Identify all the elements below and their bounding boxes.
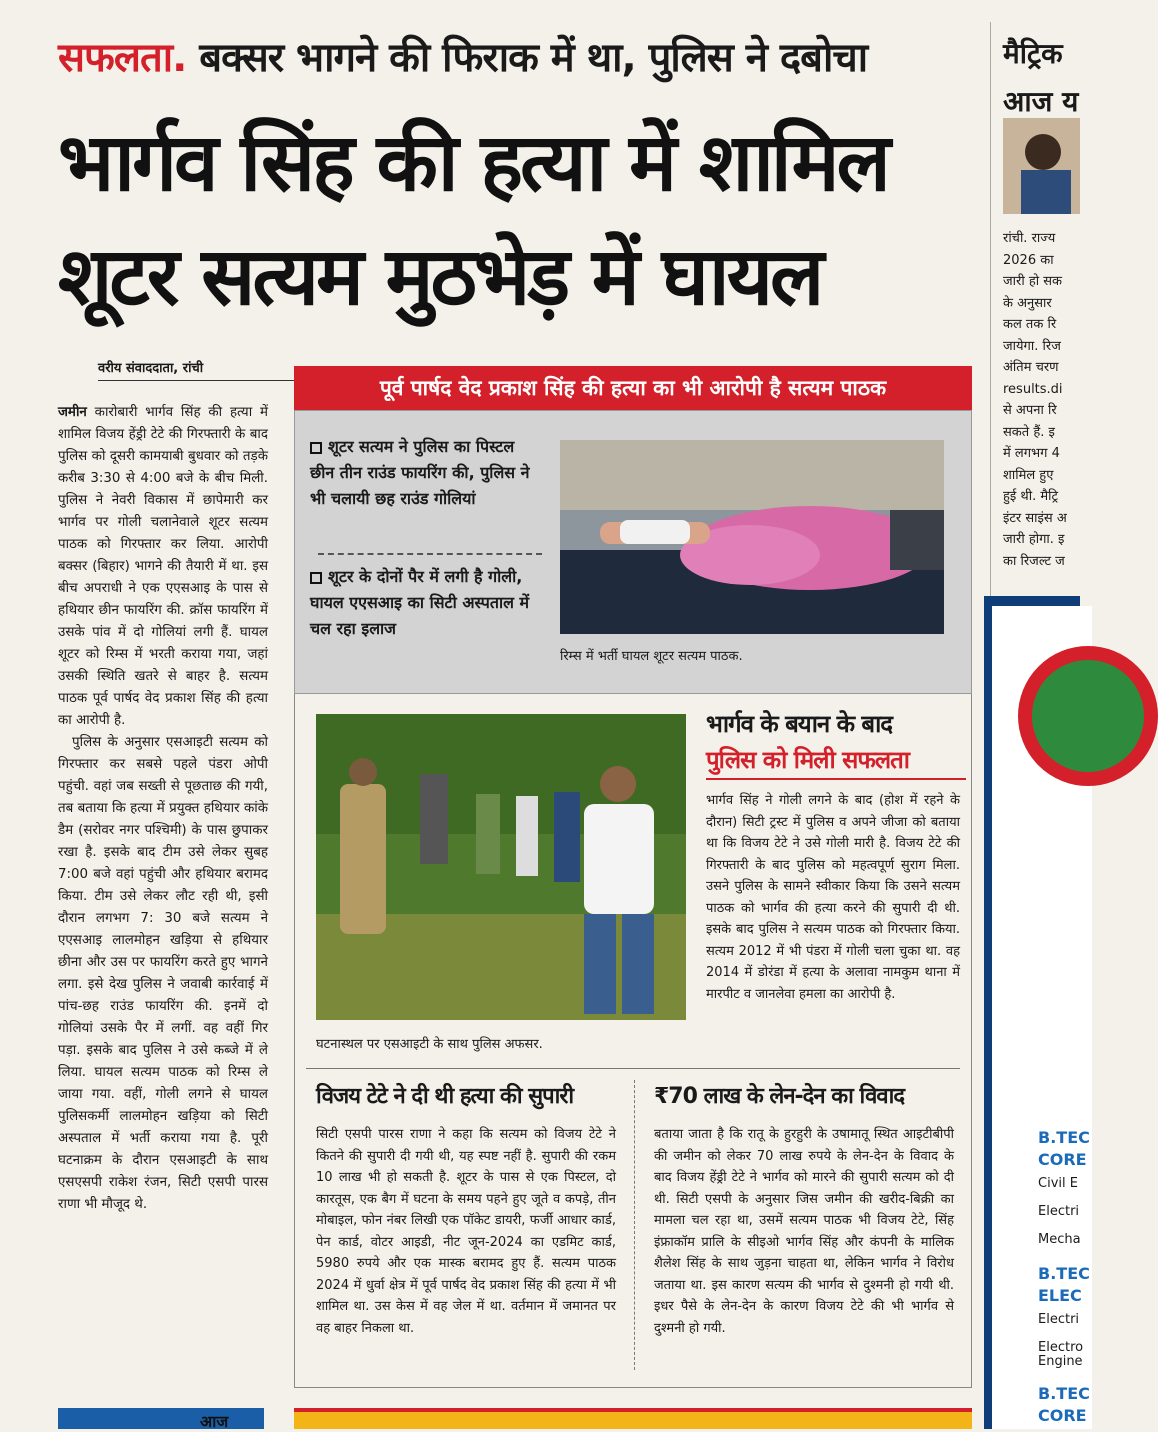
right-column-line: अंतिम चरण (1003, 360, 1059, 375)
right-headline-line1: मैट्रिक (1003, 37, 1063, 70)
left-column-story (58, 402, 268, 1392)
left-ad-text: आज (200, 1412, 229, 1431)
headline-line1: भार्गव सिंह की हत्या में शामिल (58, 116, 888, 209)
ad-course-item: Engine (1038, 1354, 1083, 1369)
university-logo-icon (1018, 646, 1158, 786)
right-column-line: सकते हैं. इ (1003, 424, 1055, 440)
ad-course-heading: B.TEC (1038, 1128, 1090, 1147)
section-divider (306, 1068, 960, 1069)
right-column-line: जायेगा. रिज (1003, 338, 1061, 354)
right-column-line: जारी हो सक (1003, 274, 1063, 289)
side-story-body: भार्गव सिंह ने गोली लगने के बाद (होश में रहने के दौरान) सिटी ट्रस्ट में पुलिस व अपने जीजा को बताया था कि विजय टेटे ने उसे गोली मारी है. विजय टेटे की गिरफ्तारी के बाद पुलिस को महत्वपूर्ण सुराग मिला. उसने पुलिस के सामने स्वीकार किया कि उसने सत्यम पाठक को भार्गव की हत्या करने की सुपारी दी थी. इसके बाद पुलिस ने सत्यम पाठक को गिरफ्तार किया. सत्यम 2012 में भी पंडरा में गोली चला चुका था. वह 2014 में डोरंडा में हत्या के अलावा नामकुम थाना में मारपीट व जानलेवा हमला का आरोपी है. (706, 793, 960, 1002)
right-column-line: जारी होगा. इ (1003, 532, 1065, 547)
left-ad-strip (58, 1408, 264, 1429)
kicker (58, 28, 978, 88)
right-column-line: से अपना रि (1003, 403, 1057, 418)
story-left-title: विजय टेटे ने दी थी हत्या की सुपारी (316, 1084, 574, 1109)
kicker-label: सफलता. (58, 35, 187, 81)
ad-course-item: Civil E (1038, 1176, 1078, 1191)
highlight-divider (318, 553, 542, 555)
red-banner: पूर्व पार्षद वेद प्रकाश सिंह की हत्या का भी आरोपी है सत्यम पाठक (294, 366, 972, 410)
right-column-line: 2026 का (1003, 252, 1054, 268)
kicker-text: बक्सर भागने की फिराक में था, पुलिस ने दबोचा (199, 35, 868, 81)
right-column-line: के अनुसार (1003, 295, 1052, 311)
highlight-item (310, 434, 540, 512)
right-photo (1003, 118, 1080, 214)
right-column-line: कल तक रि (1003, 317, 1057, 332)
ad-course-item: Electri (1038, 1312, 1080, 1327)
dateline: जमीन (58, 405, 87, 420)
left-para-1-text: कारोबारी भार्गव सिंह की हत्या में शामिल विजय हेंड्री टेटे की गिरफ्तारी के बाद पुलिस को दूसरी कामयाबी बुधवार को तड़के करीब 3:30 से 4:00 बजे के बीच मिली. पुलिस ने नेवरी विकास में छापेमारी कर भार्गव पर गोली चलानेवाले शूटर सत्यम पाठक को गिरफ्तार कर लिया. आरोपी बक्सर (बिहार) भागने की तैयारी में था. इस बीच अपराधी ने एक एएसआइ के पास से हथियार छीन फायरिंग की. क्रॉस फायरिंग में उसके पांव में दो गोलियां लगी हैं. घायल शूटर को रिम्स में भरती कराया गया, जहां उसकी स्थिति खतरे से बाहर है. सत्यम पाठक पूर्व पार्षद वेद प्रकाश सिंह की हत्या का आरोपी है. (58, 405, 268, 728)
ad-course-item: Electro (1038, 1340, 1084, 1355)
ad-course-heading: CORE (1038, 1150, 1087, 1169)
column-divider (634, 1080, 635, 1370)
ad-course-item: Electri (1038, 1204, 1080, 1219)
ad-course-heading: ELEC (1038, 1286, 1082, 1305)
ad-course-heading: B.TEC (1038, 1264, 1090, 1283)
ad-course-heading: B.TEC (1038, 1384, 1090, 1403)
right-column-line: शामिल हुए (1003, 467, 1054, 483)
side-title-line2: पुलिस को मिली सफलता (706, 742, 966, 780)
side-title-line1: भार्गव के बयान के बाद (706, 710, 893, 738)
ad-course-item: Mecha (1038, 1232, 1081, 1247)
right-ad-panel (992, 606, 1092, 1429)
right-headline (1003, 30, 1080, 126)
highlight-text: शूटर के दोनों पैर में लगी है गोली, घायल एएसआइ का सिटी अस्पताल में चल रहा इलाज (310, 567, 530, 638)
headline-line2: शूटर सत्यम मुठभेड़ में घायल (58, 230, 822, 323)
right-headline-line2: आज य (1003, 85, 1079, 118)
right-column-line: में लगभग 4 (1003, 446, 1060, 461)
square-bullet-icon (310, 442, 322, 454)
story-left-body: सिटी एसपी पारस राणा ने कहा कि सत्यम को विजय टेटे ने कितने की सुपारी दी गयी थी, यह स्पष्ट नहीं है. सुपारी की रकम 10 लाख भी हो सकती है. शूटर के पास से एक पिस्टल, दो कारतूस, एक बैग में घटना के समय पहने हुए जूते व कपड़े, तीन मोबाइल, फोन नंबर लिखी एक पॉकेट डायरी, फर्जी आधार कार्ड, पेन कार्ड, वोटर आइडी, नीट जून-2024 का एडमिट कार्ड, 5980 रुपये और एक मास्क बरामद हुए हैं. सत्यम पाठक 2024 में धुर्वा क्षेत्र में पूर्व पार्षद वेद प्रकाश सिंह की हत्या में भी शामिल था. उस केस में वह जेल में था. वर्तमान में जमानत पर वह बाहर निकला था. (316, 1127, 616, 1336)
side-story-title (706, 706, 966, 780)
left-para-1 (58, 402, 268, 732)
bottom-ad-strip (294, 1408, 972, 1429)
right-column-line: रांची. राज्य (1003, 231, 1056, 246)
left-para-2: पुलिस के अनुसार एसआइटी सत्यम को गिरफ्तार कर सबसे पहले पंडरा ओपी पहुंची. वहां जब सख्ती से पूछताछ की गयी, तब बताया कि हत्या में प्रयुक्त हथियार कांके डैम (सरोवर नगर पश्चिमी) के पास छुपाकर रखा है. इसके बाद टीम उसे लेकर सुबह 7:00 बजे वहां पहुंची और हथियार बरामद किया. टीम उसे लेकर लौट रही थी, इसी दौरान लगभग 7: 30 बजे सत्यम ने एएसआइ लालमोहन खड़िया से हथियार छीना और उस पर फायरिंग करते हुए भागने लगा. इसे देख पुलिस ने जवाबी कार्रवाई में पांच-छह राउंड फायरिंग की. इनमें दो गोलियां उसके पैर में लगीं. वह वहीं गिर पड़ा. इसके बाद पुलिस ने उसे कब्जे में ले लिया. घायल सत्यम पाठक को रिम्स ले जाया गया. वहीं, गोली लगने से घायल पुलिसकर्मी लालमोहन खड़िया को सिटी अस्पताल में भर्ती कराया गया है. पूरी घटनाक्रम के दौरान एसआइटी के साथ एसएसपी राकेश रंजन, सिटी एसपी पारस राणा भी मौजूद थे. (58, 735, 268, 1212)
byline: वरीय संवाददाता, रांची (98, 358, 298, 381)
right-column-line: हुई थी. मैट्रि (1003, 489, 1059, 504)
ad-course-heading: CORE (1038, 1406, 1087, 1425)
right-column-line: results.di (1003, 381, 1063, 397)
right-column-line: इंटर साइंस अ (1003, 510, 1067, 526)
hospital-photo (560, 440, 944, 634)
scene-photo (316, 714, 686, 1020)
story-right-body: बताया जाता है कि रातू के हुरहुरी के उषामातू स्थित आइटीबीपी की जमीन को लेकर 70 लाख रुपये के लेन-देन के विवाद के बाद विजय हेंड्री टेटे ने भार्गव को मारने की सुपारी सत्यम को दी थी. सिटी एसपी के अनुसार जिस जमीन की खरीद-बिक्री का मामला चल रहा था, उसमें सत्यम पाठक भी विजय टेटे, सिंह इंफ्राकॉम प्रालि के सीइओ भार्गव सिंह और कंपनी के मालिक शैलेश सिंह के साथ जुड़ना चाहता था, लेकिन भार्गव ने विरोध जताया था. इस कारण सत्यम की भार्गव से दुश्मनी हो गयी थी. इधर पैसे के लेन-देन के कारण विजय टेटे की भी भार्गव से दुश्मनी हो गयी. (654, 1127, 954, 1336)
story-right-title: ₹70 लाख के लेन-देन का विवाद (654, 1084, 905, 1109)
right-column-body (1003, 228, 1080, 572)
highlight-item (310, 564, 540, 642)
square-bullet-icon (310, 572, 322, 584)
photo-caption: घटनास्थल पर एसआइटी के साथ पुलिस अफसर. (316, 1037, 543, 1052)
photo-caption: रिम्स में भर्ती घायल शूटर सत्यम पाठक. (560, 649, 743, 664)
right-column-line: का रिजल्ट ज (1003, 553, 1065, 569)
right-ad (984, 596, 1090, 1429)
highlight-text: शूटर सत्यम ने पुलिस का पिस्टल छीन तीन राउंड फायरिंग की, पुलिस ने भी चलायी छह राउंड गोलियां (310, 437, 530, 508)
